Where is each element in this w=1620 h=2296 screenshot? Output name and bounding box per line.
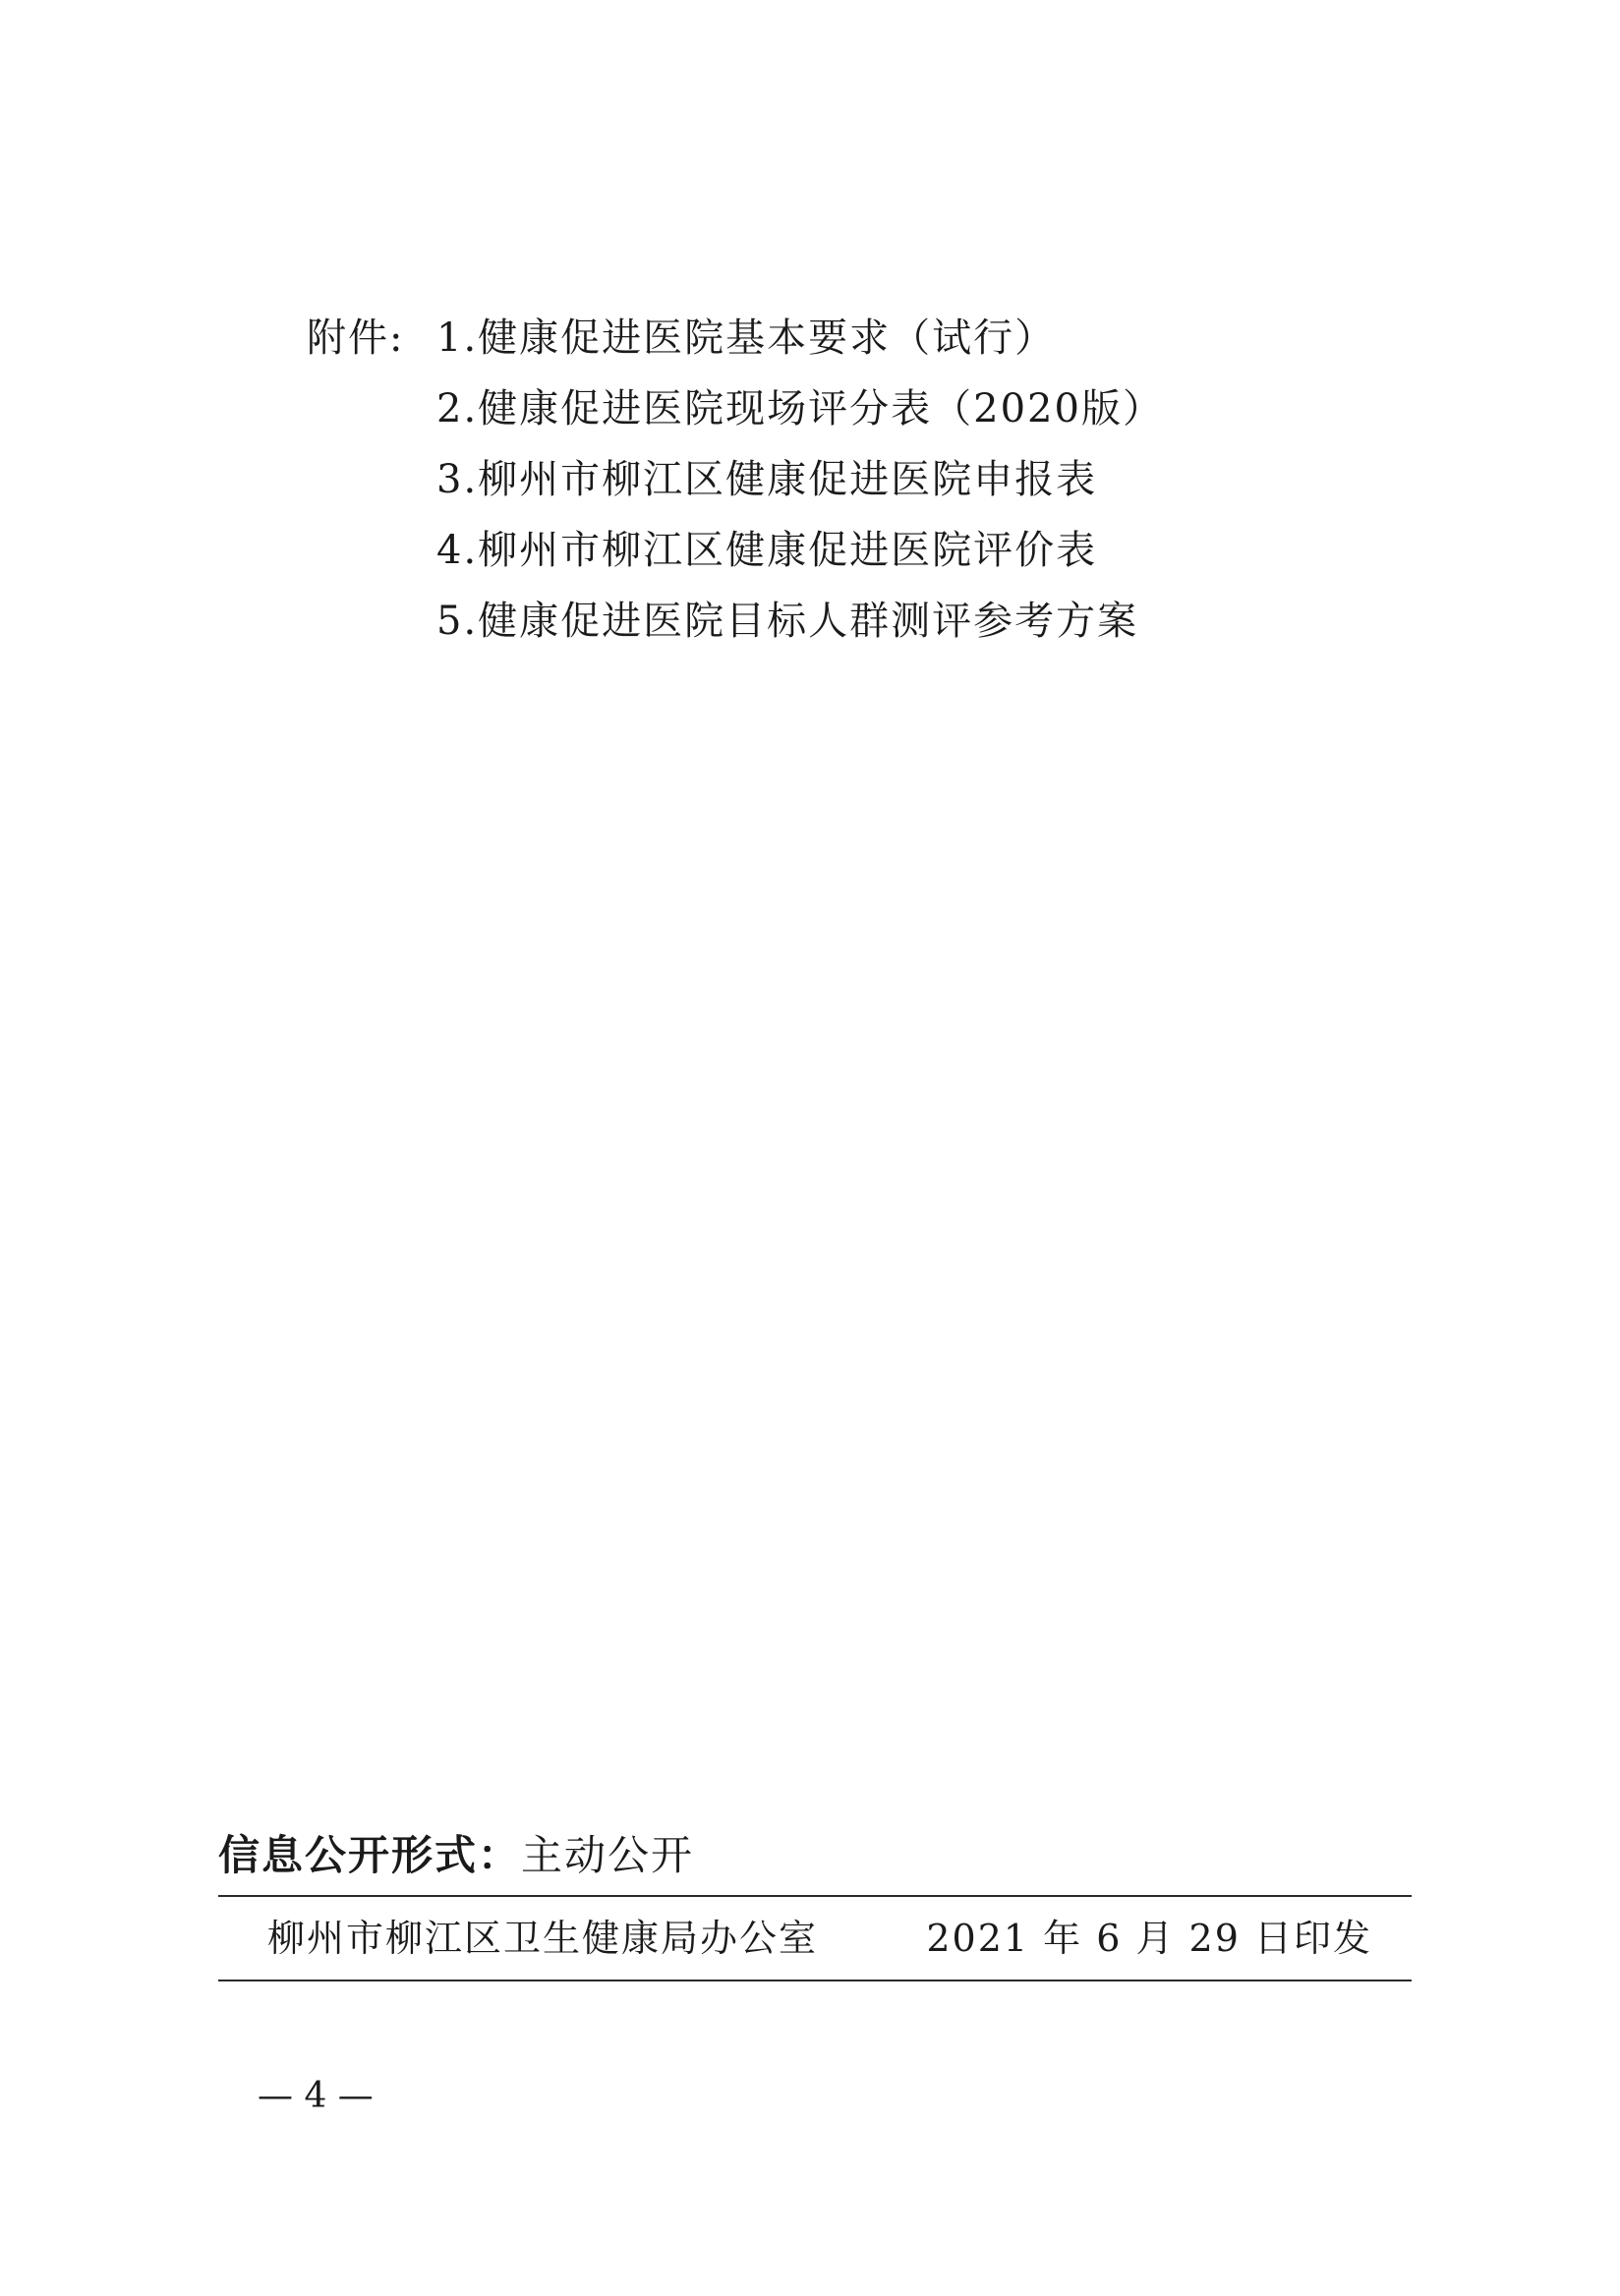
issue-date: 2021 年 6 月 29 日印发 (926, 1917, 1372, 1960)
attachment-row (307, 586, 1290, 657)
disclosure-line (218, 1826, 694, 1885)
attachment-item-5: 5.健康促进医院目标人群测评参考方案 (436, 599, 1139, 644)
disclosure-label: 信息公开形式： (218, 1831, 522, 1879)
page-number: — 4 — (258, 2076, 374, 2116)
attachments-label: 附件: (307, 316, 405, 361)
issuer-row (218, 1909, 1412, 1968)
disclosure-value: 主动公开 (521, 1831, 695, 1879)
attachment-item-1: 1.健康促进医院基本要求（试行） (436, 316, 1057, 361)
attachment-row (307, 515, 1290, 586)
attachment-row (307, 373, 1290, 444)
footer-top-rule (218, 1895, 1412, 1897)
attachment-row (307, 444, 1290, 515)
attachment-item-3: 3.柳州市柳江区健康促进医院申报表 (436, 457, 1098, 502)
attachments-list (307, 303, 1290, 657)
footer-bottom-rule (218, 1980, 1412, 1981)
issuer-name: 柳州市柳江区卫生健康局办公室 (267, 1917, 819, 1960)
attachment-item-2: 2.健康促进医院现场评分表（2020版） (436, 386, 1164, 431)
attachment-item-4: 4.柳州市柳江区健康促进医院评价表 (436, 528, 1098, 573)
attachment-row (307, 303, 1290, 373)
